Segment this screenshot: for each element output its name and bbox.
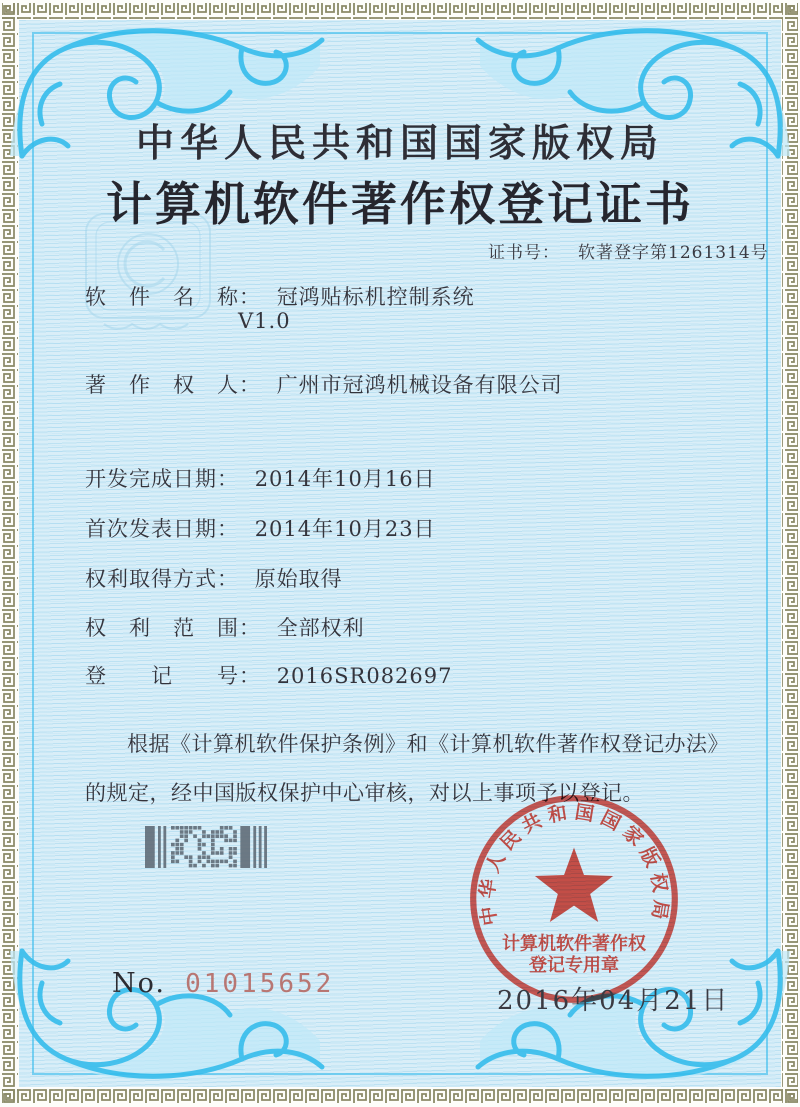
rights-acquisition-value: 原始取得 — [254, 567, 343, 591]
seal-star-icon — [535, 848, 613, 922]
serial-prefix: No. — [112, 968, 166, 999]
field-first-publish-date — [85, 513, 436, 543]
copyright-owner-label: 著 作 权 人： — [85, 373, 261, 397]
field-copyright-owner — [85, 369, 563, 399]
issue-date: 2016年04月21日 — [497, 986, 730, 1016]
certificate-title: 计算机软件著作权登记证书 — [106, 177, 694, 231]
seal-text-line1: 计算机软件著作权 — [502, 933, 646, 955]
registration-statement: 根据《计算机软件保护条例》和《计算机软件著作权登记办法》的规定，经中国版权保护中心审核，对以上事项予以登记。 — [85, 732, 729, 805]
certificate-number-label: 证书号： — [488, 243, 560, 263]
rights-scope-label: 权 利 范 围： — [85, 616, 261, 640]
rights-acquisition-label: 权利取得方式： — [85, 567, 239, 591]
rights-scope-value: 全部权利 — [276, 616, 365, 640]
first-publish-date-label: 首次发表日期： — [85, 517, 239, 541]
field-software-name — [85, 281, 475, 311]
issuing-authority-title: 中华人民共和国国家版权局 — [135, 120, 664, 165]
seal-arc-text: 中华人民共和国国家版权局 — [475, 801, 673, 927]
copyright-owner-value: 广州市冠鸿机械设备有限公司 — [276, 373, 563, 397]
field-dev-complete-date — [85, 463, 436, 493]
serial-number-line — [112, 968, 334, 999]
registration-number-label: 登 记 号： — [85, 664, 261, 688]
corner-flourish-bottom-left — [6, 941, 336, 1101]
official-seal — [466, 791, 682, 1007]
software-version-value: V1.0 — [238, 309, 291, 333]
field-registration-number — [85, 660, 453, 690]
field-rights-scope — [85, 612, 365, 642]
field-rights-acquisition — [85, 563, 343, 593]
registration-number-value: 2016SR082697 — [276, 664, 453, 688]
software-name-value: 冠鸿贴标机控制系统 — [276, 285, 475, 309]
software-name-label: 软 件 名 称： — [85, 285, 261, 309]
seal-text-line2: 登记专用章 — [529, 955, 619, 976]
certificate-number-line — [488, 238, 769, 263]
dev-complete-date-label: 开发完成日期： — [85, 467, 239, 491]
dev-complete-date-value: 2014年10月16日 — [254, 467, 436, 491]
certificate-number-value: 软著登字第1261314号 — [578, 243, 769, 263]
serial-number: 01015652 — [185, 969, 335, 999]
first-publish-date-value: 2014年10月23日 — [254, 517, 436, 541]
barcode — [145, 826, 275, 868]
